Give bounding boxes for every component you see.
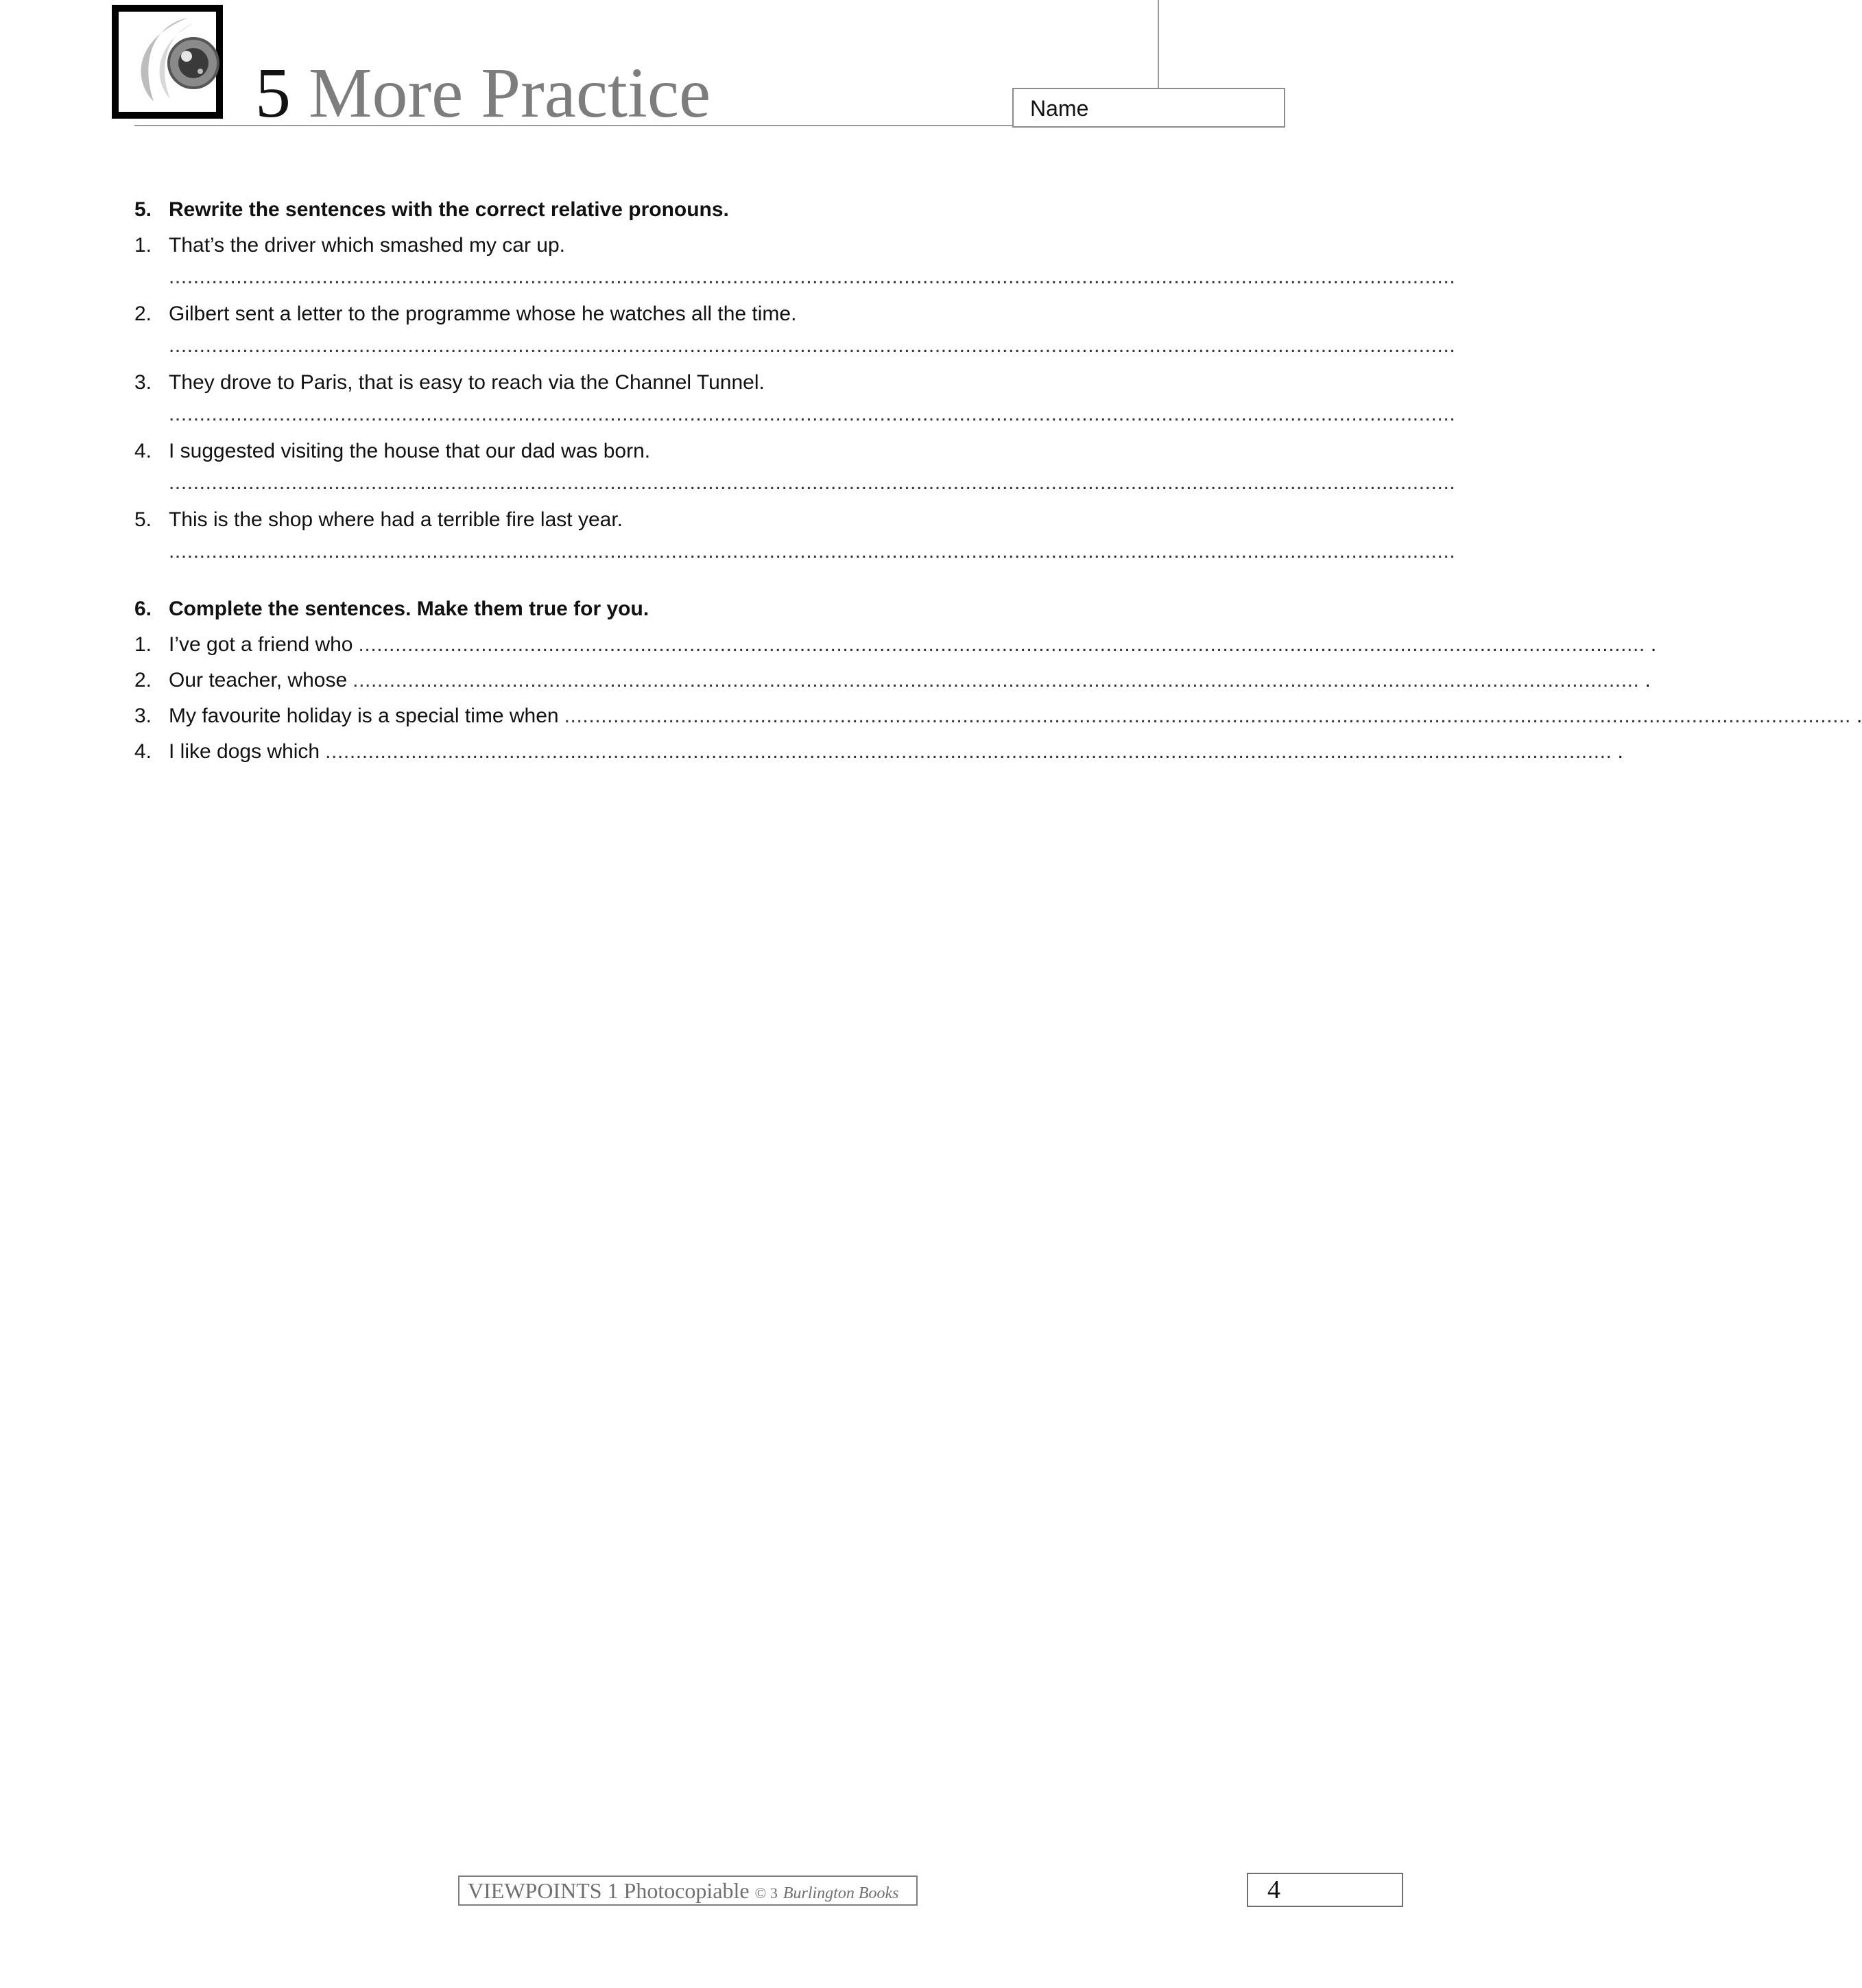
- answer-line[interactable]: ..................................................................................................................................................................................................................: [564, 705, 1851, 727]
- item-number: 4.: [134, 740, 152, 763]
- item-number: 5.: [134, 508, 152, 531]
- item-prompt: Our teacher, whose: [169, 669, 348, 691]
- answer-line[interactable]: ..................................................................................................................................................................................................................: [169, 540, 1456, 563]
- answer-line[interactable]: ..................................................................................................................................................................................................................: [169, 334, 1456, 357]
- answer-line[interactable]: ..................................................................................................................................................................................................................: [169, 471, 1456, 494]
- answer-line[interactable]: ..................................................................................................................................................................................................................: [358, 633, 1645, 656]
- name-label: Name: [1030, 96, 1089, 121]
- exercise-6-heading: [134, 594, 1047, 630]
- exercise-instruction: Rewrite the sentences with the correct relative pronouns.: [169, 198, 729, 221]
- item-number: 3.: [134, 371, 152, 394]
- item-number: 2.: [134, 303, 152, 325]
- item-sentence: Gilbert sent a letter to the programme whose he watches all the time.: [169, 303, 797, 325]
- answer-line[interactable]: ..................................................................................................................................................................................................................: [169, 265, 1456, 288]
- item-sentence: This is the shop where had a terrible fire last year.: [169, 508, 623, 531]
- end-mark: .: [1645, 669, 1651, 691]
- item-sentence: I suggested visiting the house that our dad was born.: [169, 440, 651, 462]
- footer-series: VIEWPOINTS 1 Photocopiable: [468, 1878, 750, 1903]
- answer-line[interactable]: ..................................................................................................................................................................................................................: [325, 740, 1612, 763]
- item-number: 1.: [134, 633, 152, 656]
- exercise-5-item: [134, 230, 1047, 265]
- exercise-6-item: [134, 665, 1651, 701]
- item-number: 2.: [134, 669, 152, 691]
- worksheet-content: [134, 195, 1862, 772]
- footer-credit: [458, 1875, 918, 1906]
- end-mark: .: [1650, 633, 1657, 656]
- exercise-instruction: Complete the sentences. Make them true for you.: [169, 597, 649, 620]
- exercise-6-item: [134, 701, 1862, 737]
- exercise-number: 5.: [134, 198, 152, 221]
- end-mark: .: [1617, 740, 1623, 763]
- item-sentence: That’s the driver which smashed my car up.: [169, 234, 566, 257]
- footer-copyright: © 3: [754, 1884, 778, 1902]
- exercise-5-heading: [134, 195, 1047, 230]
- unit-number: 5: [255, 54, 291, 132]
- exercise-6-item: [134, 630, 1657, 665]
- footer-publisher: Burlington Books: [783, 1884, 899, 1902]
- name-field[interactable]: [1012, 88, 1285, 128]
- item-prompt: I’ve got a friend who: [169, 633, 353, 656]
- exercise-5-item: [134, 505, 1047, 539]
- exercise-5-item: [134, 299, 1047, 333]
- page-number: 4: [1247, 1873, 1403, 1907]
- item-number: 1.: [134, 234, 152, 257]
- answer-line[interactable]: ..................................................................................................................................................................................................................: [169, 403, 1456, 425]
- exercise-number: 6.: [134, 597, 152, 620]
- title-text: More Practice: [309, 54, 711, 132]
- item-prompt: My favourite holiday is a special time when: [169, 705, 559, 727]
- item-prompt: I like dogs which: [169, 740, 320, 763]
- exercise-5-item: [134, 368, 1047, 402]
- end-mark: .: [1856, 705, 1862, 727]
- exercise-5-item: [134, 436, 1047, 471]
- item-number: 3.: [134, 705, 152, 727]
- item-sentence: They drove to Paris, that is easy to reach via the Channel Tunnel.: [169, 371, 765, 394]
- page-title: [255, 54, 711, 132]
- item-number: 4.: [134, 440, 152, 462]
- answer-line[interactable]: ..................................................................................................................................................................................................................: [353, 669, 1640, 691]
- eye-camera-icon: [112, 5, 222, 118]
- exercise-6-item: [134, 737, 1623, 772]
